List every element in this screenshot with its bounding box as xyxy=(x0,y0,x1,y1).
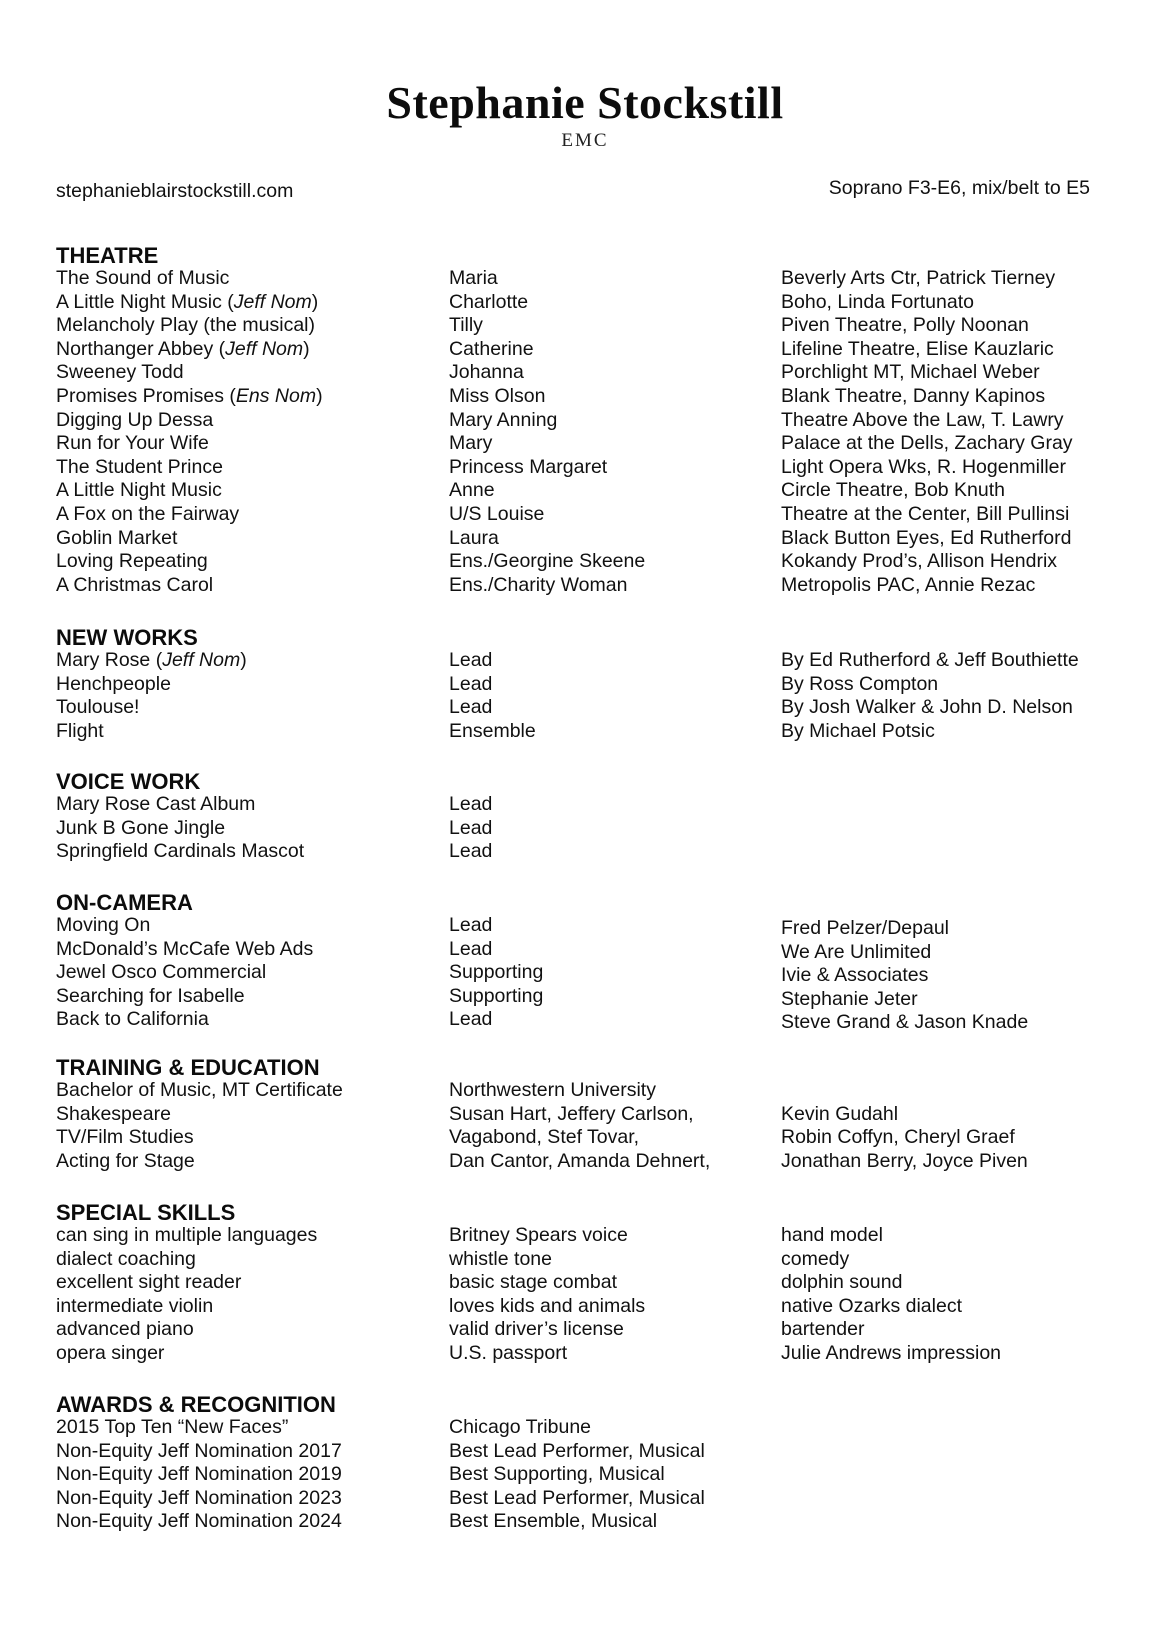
list-item: can sing in multiple languages xyxy=(56,1224,318,1246)
list-item: Loving Repeating xyxy=(56,550,208,573)
skills-col-2 xyxy=(449,1224,645,1366)
training-teachers-a xyxy=(449,1079,710,1173)
list-item: Theatre Above the Law, T. Lawry xyxy=(781,408,1064,431)
list-item: Steve Grand & Jason Knade xyxy=(781,1011,1029,1034)
list-item: Non-Equity Jeff Nomination 2023 xyxy=(56,1486,342,1509)
section-title-new-works: NEW WORKS xyxy=(56,625,198,650)
theatre-shows xyxy=(56,267,323,597)
list-item: Light Opera Wks, R. Hogenmiller xyxy=(781,455,1067,478)
list-item: We Are Unlimited xyxy=(781,940,932,963)
list-item: Johanna xyxy=(449,361,524,384)
list-item: Kokandy Prod’s, Allison Hendrix xyxy=(781,550,1058,573)
list-item: Best Supporting, Musical xyxy=(449,1463,665,1486)
blank-row xyxy=(781,1079,1028,1103)
theatre-roles xyxy=(449,267,645,597)
list-item: A Christmas Carol xyxy=(56,573,214,596)
list-item: bartender xyxy=(781,1318,865,1341)
list-item: comedy xyxy=(781,1247,850,1270)
skills-col-3 xyxy=(781,1224,1001,1366)
list-item: loves kids and animals xyxy=(449,1294,646,1317)
list-item: Lead xyxy=(449,696,493,719)
list-item: Lead xyxy=(449,840,493,863)
on-camera-projects xyxy=(56,914,313,1032)
list-item: Laura xyxy=(449,526,499,549)
skills-col-1 xyxy=(56,1224,317,1366)
list-item: Toulouse! xyxy=(56,696,140,719)
voice-work-roles xyxy=(449,793,492,864)
list-item: Black Button Eyes, Ed Rutherford xyxy=(781,526,1072,549)
nomination-note: Jeff Nom xyxy=(233,290,312,313)
list-item: Shakespeare xyxy=(56,1102,171,1125)
new-works-credits xyxy=(781,649,1079,743)
list-item: intermediate violin xyxy=(56,1294,214,1317)
list-item: Julie Andrews impression xyxy=(781,1341,1002,1364)
list-item: Supporting xyxy=(449,984,544,1007)
list-item: hand model xyxy=(781,1224,883,1246)
list-item: Charlotte xyxy=(449,290,529,313)
list-item: By Michael Potsic xyxy=(781,719,935,742)
section-title-special-skills: SPECIAL SKILLS xyxy=(56,1200,236,1225)
list-item: Junk B Gone Jingle xyxy=(56,816,226,839)
list-item: Non-Equity Jeff Nomination 2019 xyxy=(56,1463,342,1486)
list-item: Back to California xyxy=(56,1008,209,1031)
list-item: Miss Olson xyxy=(449,384,546,407)
on-camera-directors xyxy=(781,917,1028,1035)
list-item: The Sound of Music xyxy=(56,267,230,289)
section-title-theatre: THEATRE xyxy=(56,243,159,268)
list-item: Vagabond, Stef Tovar, xyxy=(449,1126,640,1149)
nomination-note: Jeff Nom xyxy=(162,649,241,671)
list-item: Maria xyxy=(449,267,498,289)
list-item: A Little Night Music (Jeff Nom) xyxy=(56,290,319,313)
list-item: The Student Prince xyxy=(56,455,223,478)
list-item: dialect coaching xyxy=(56,1247,196,1270)
list-item: 2015 Top Ten “New Faces” xyxy=(56,1416,289,1438)
section-title-awards: AWARDS & RECOGNITION xyxy=(56,1392,336,1417)
list-item: U/S Louise xyxy=(449,502,545,525)
voice-range: Soprano F3-E6, mix/belt to E5 xyxy=(828,177,1090,199)
list-item: Lead xyxy=(449,1008,493,1031)
list-item: Promises Promises (Ens Nom) xyxy=(56,384,323,407)
list-item: Chicago Tribune xyxy=(449,1416,592,1438)
list-item: Lead xyxy=(449,793,493,815)
union-status: EMC xyxy=(561,130,609,151)
on-camera-roles xyxy=(449,914,543,1032)
list-item: Ens./Georgine Skeene xyxy=(449,550,646,573)
list-item: Henchpeople xyxy=(56,672,171,695)
list-item: Flight xyxy=(56,719,104,742)
list-item: Searching for Isabelle xyxy=(56,984,245,1007)
nomination-note: Jeff Nom xyxy=(225,337,304,360)
list-item: Best Lead Performer, Musical xyxy=(449,1439,705,1462)
list-item: Best Lead Performer, Musical xyxy=(449,1486,705,1509)
list-item: whistle tone xyxy=(449,1247,552,1270)
list-item: Northwestern University xyxy=(449,1079,656,1101)
performer-name: Stephanie Stockstill xyxy=(386,77,784,128)
website-link[interactable]: stephanieblairstockstill.com xyxy=(56,180,294,202)
list-item: Ens./Charity Woman xyxy=(449,573,628,596)
list-item: Non-Equity Jeff Nomination 2017 xyxy=(56,1439,342,1462)
list-item: Robin Coffyn, Cheryl Graef xyxy=(781,1126,1015,1149)
list-item: Acting for Stage xyxy=(56,1149,195,1172)
list-item: By Josh Walker & John D. Nelson xyxy=(781,696,1073,719)
new-works-roles xyxy=(449,649,536,743)
list-item: Piven Theatre, Polly Noonan xyxy=(781,314,1029,337)
list-item: Stephanie Jeter xyxy=(781,987,918,1010)
list-item: Springfield Cardinals Mascot xyxy=(56,840,305,863)
list-item: Lead xyxy=(449,649,493,671)
list-item: dolphin sound xyxy=(781,1271,903,1294)
list-item: Boho, Linda Fortunato xyxy=(781,290,974,313)
list-item: Lead xyxy=(449,914,493,936)
list-item: Lifeline Theatre, Elise Kauzlaric xyxy=(781,337,1054,360)
list-item: TV/Film Studies xyxy=(56,1126,194,1149)
list-item: Melancholy Play (the musical) xyxy=(56,314,316,337)
list-item: Mary Anning xyxy=(449,408,558,431)
list-item: Lead xyxy=(449,816,493,839)
theatre-venues xyxy=(781,267,1073,597)
list-item: excellent sight reader xyxy=(56,1271,242,1294)
list-item: opera singer xyxy=(56,1341,165,1364)
awards-details xyxy=(449,1416,705,1534)
list-item: Mary Rose Cast Album xyxy=(56,793,256,815)
list-item: Lead xyxy=(449,672,493,695)
section-title-training: TRAINING & EDUCATION xyxy=(56,1055,320,1080)
list-item: Ivie & Associates xyxy=(781,964,929,987)
list-item: U.S. passport xyxy=(449,1341,568,1364)
list-item: Susan Hart, Jeffery Carlson, xyxy=(449,1102,694,1125)
voice-work-projects xyxy=(56,793,304,864)
list-item: Porchlight MT, Michael Weber xyxy=(781,361,1040,384)
list-item: By Ed Rutherford & Jeff Bouthiette xyxy=(781,649,1079,671)
section-title-on-camera: ON-CAMERA xyxy=(56,890,193,915)
list-item: Mary Rose (Jeff Nom) xyxy=(56,649,247,671)
list-item: Beverly Arts Ctr, Patrick Tierney xyxy=(781,267,1056,289)
list-item: Dan Cantor, Amanda Dehnert, xyxy=(449,1149,711,1172)
list-item: Lead xyxy=(449,937,493,960)
list-item: A Fox on the Fairway xyxy=(56,502,240,525)
list-item: Jewel Osco Commercial xyxy=(56,961,267,984)
list-item: Blank Theatre, Danny Kapinos xyxy=(781,384,1046,407)
list-item: Catherine xyxy=(449,337,534,360)
list-item: Sweeney Todd xyxy=(56,361,184,384)
list-item: Anne xyxy=(449,479,495,502)
list-item: Tilly xyxy=(449,314,483,337)
list-item: Northanger Abbey (Jeff Nom) xyxy=(56,337,310,360)
list-item: advanced piano xyxy=(56,1318,194,1341)
list-item: A Little Night Music xyxy=(56,479,222,502)
list-item: Princess Margaret xyxy=(449,455,608,478)
list-item: Britney Spears voice xyxy=(449,1224,628,1246)
list-item: Best Ensemble, Musical xyxy=(449,1510,658,1533)
awards-names xyxy=(56,1416,342,1534)
list-item: Non-Equity Jeff Nomination 2024 xyxy=(56,1510,342,1533)
nomination-note: Ens Nom xyxy=(235,384,317,407)
list-item: valid driver’s license xyxy=(449,1318,624,1341)
list-item: basic stage combat xyxy=(449,1271,618,1294)
training-teachers-b xyxy=(781,1079,1028,1173)
list-item: native Ozarks dialect xyxy=(781,1294,962,1317)
list-item: Metropolis PAC, Annie Rezac xyxy=(781,573,1036,596)
list-item: Kevin Gudahl xyxy=(781,1102,899,1125)
list-item: Circle Theatre, Bob Knuth xyxy=(781,479,1006,502)
training-subjects xyxy=(56,1079,343,1173)
list-item: Jonathan Berry, Joyce Piven xyxy=(781,1149,1028,1172)
list-item: Fred Pelzer/Depaul xyxy=(781,917,949,939)
list-item: Supporting xyxy=(449,961,544,984)
list-item: Digging Up Dessa xyxy=(56,408,214,431)
new-works-shows xyxy=(56,649,247,743)
list-item: Goblin Market xyxy=(56,526,178,549)
list-item: Moving On xyxy=(56,914,151,936)
list-item: Palace at the Dells, Zachary Gray xyxy=(781,432,1073,455)
list-item: Ensemble xyxy=(449,719,536,742)
list-item: Bachelor of Music, MT Certificate xyxy=(56,1079,343,1101)
list-item: Mary xyxy=(449,432,493,455)
list-item: Theatre at the Center, Bill Pullinsi xyxy=(781,502,1070,525)
list-item: Run for Your Wife xyxy=(56,432,209,455)
section-title-voice-work: VOICE WORK xyxy=(56,769,201,794)
list-item: By Ross Compton xyxy=(781,672,939,695)
list-item: McDonald’s McCafe Web Ads xyxy=(56,937,314,960)
